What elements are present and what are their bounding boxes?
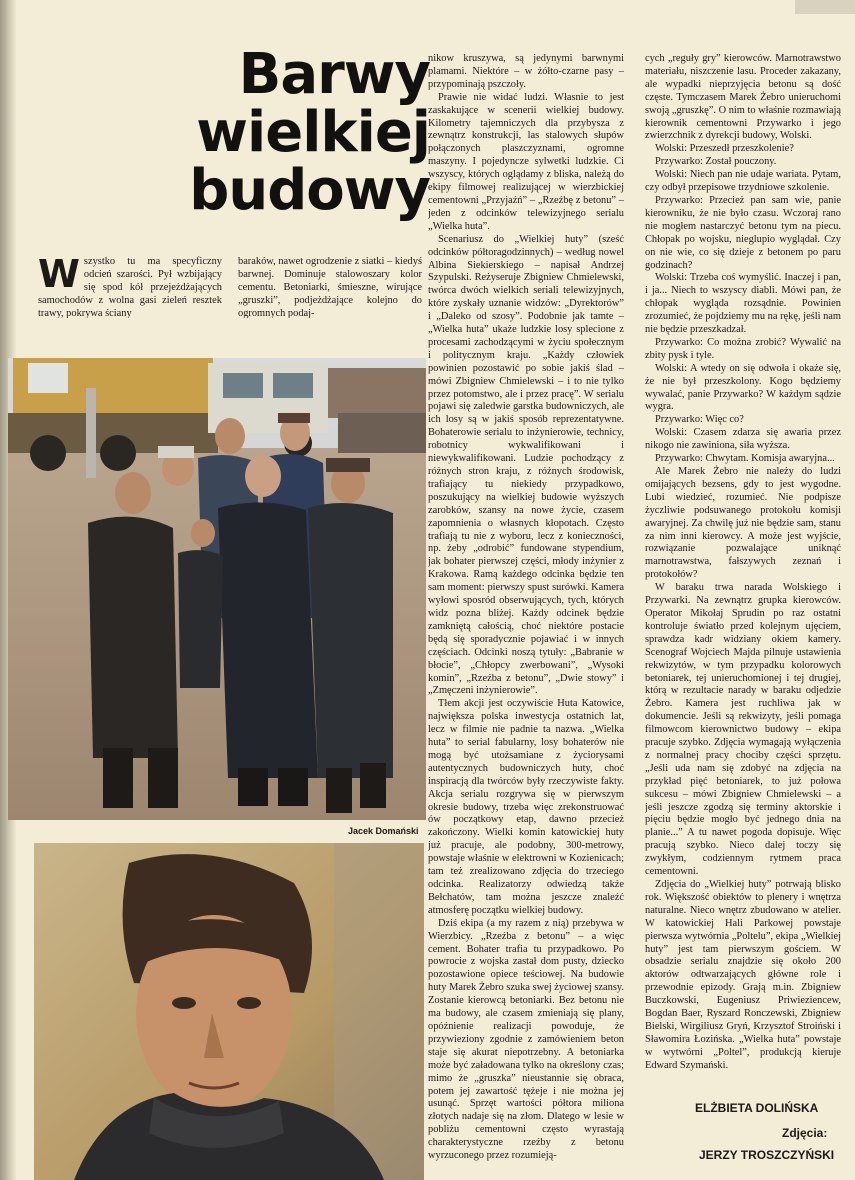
dialogue-line: Wolski: Czasem zdarza się awaria przez nikogo nie zawiniona, siła wyższa. — [645, 427, 841, 452]
paragraph: Ale Marek Żebro nie należy do ludzi omijających bezsens, gdy to jest wygodne. Lubi wiedzieć, rozumieć. Nie podpisze życzliwie podsuwanego protokołu komisji awaryjnej. Za chwilę już nie będzie sam, stanu za nim inni kierowcy. A może jest wyjście, rozwiązanie pozwalające uniknąć marnotrawstwa, fałszywych zeznań i protokołów? — [645, 466, 841, 581]
photographer-name: JERZY TROSZCZYŃSKI — [699, 1148, 835, 1162]
photo-credit: Jacek Domański — [348, 826, 419, 836]
title-line-1: Barwy — [238, 42, 430, 107]
paragraph: Prawie nie widać ludzi. Własnie to jest zaskakujące w scenerii wielkiej budowy. Kilometry tajemniczych dla przybysza z zewnątrz konstrukcji, las stalowych słupów połączonych plaszczyznami, ogromne maszyny. I pojedyncze sylwetki ludzkie. Ci wszyscy, których oglądamy z bliska, należą do ekipy filmowej realizującej w wierzbickiej cementowni „Przyjaźń” – „Rzeźbę z betonu” – jeden z odcinków telewizyjnego serialu „Wielka huta”. — [428, 91, 624, 232]
dialogue-line: Przywarko: Co można zrobić? Wywalić na zbity pysk i tyle. — [645, 336, 841, 361]
portrait-photo — [34, 843, 424, 1180]
dialogue-line: Wolski: Niech pan nie udaje wariata. Pytam, czy odbył przepisowe trzydniowe szkolenie. — [645, 169, 841, 194]
text-column-4 — [645, 53, 841, 1083]
group-photo-illustration — [8, 358, 426, 820]
paragraph: Scenariusz do „Wielkiej huty” (sześć odcinków półtoragodzinnych) – według nowel Albina Siekierskiego – napisał Andrzej Szypulski. Reżyseruje Zbigniew Chmielewski, twórca dwóch wielkich seriali telewizyjnych, które zyskały uznanie widzów: „Dyrektorów” i „Daleko od szosy”. Podobnie jak tamte – „Wielka huta” ukaże ludzkie losy splecione z procesami zachodzącymi w życiu społecznym i politycznym kraju. „Każdy człowiek powinien pozostawić po sobie jakiś ślad – mówi Zbigniew Chmielewski – i to nie tylko przez potomstwo, ale i przez pracę”. W serialu pojawi się zaledwie garstka budowniczych, ale ich losy są w jakiś sposób reprezentatywne. Bohaterowie serialu to inżynierowie, technicy, robotnicy wykwalifikowani i niewykwalifikowani. Ludzie pochodzący z różnych stron kraju, z różnych środowisk, trafiający tu niekiedy przypadkowo, poszukujący na wielkiej budowie wyższych zarobków, szansy na nowe życie, czasem zapomnienia o własnych kłopotach. Często trafiają tu nie z wyboru, lecz z konieczności, np. żeby „odrobić” fundowane stypendium, jak bohater pierwszej części, młody inżynier z Krakowa. Ramą każdego odcinka będzie ten sam moment: pierwszy spust surówki. Kamera wyłowi sposród obserwujących, tych, których widz pozna bliżej. Każdy odcinek będzie zamkniętą całością, choć niektóre postacie będą się sporadycznie pojawiać i w innych częściach. Odcinki noszą tytuły: „Babranie w błocie”, „Chłopcy zwerbowani”, „Wysoki komin”, „Rzeźba z betonu”, „Dwie stowy” i „Zmęczeni inżynierowie”. — [428, 233, 624, 697]
intro-text-2: baraków, nawet ogrodzenie z siatki – kiedyś barwnej. Dominuje stalowoszary kolor cementu. Betoniarki, śmieszne, wirujące „gruszki”, podjeżdżające kolejno do ogromnych podaj- — [238, 256, 422, 318]
author-name: ELŻBIETA DOLIŃSKA — [695, 1101, 819, 1115]
photos-label: Zdjęcia: — [782, 1126, 828, 1140]
article-title — [120, 42, 430, 223]
paragraph: Dziś ekipa (a my razem z nią) przebywa w Wierzbicy. „Rzeźba z betonu” – a więc cement. Bohater trafia tu przypadkowo. Po powrocie z wojska zastał dom pusty, dziecko pozostawione opiece teściowej. Na budowie huty Marek Żebro szuka swej życiowej szansy. Zostanie kierowcą betoniarki. Bez betonu nie ma budowy, ale czasem zmieniają się plany, opóźnienie realizacji powoduje, że przywieziony zgodnie z zamówieniem beton staje się akurat niepotrzebny. A betoniarka może być załadowana tylko na określony czas; mimo że „gruszka” nieustannie się obraca, potem jej zawartość tężeje i nie można jej usunąć. Sprzęt wartości półtora miliona złotych nadaje się na złom. Dlatego w lesie w pobliżu cementowni często wyrastają charakterystyczne rzeźby z betonu wyrzuconego przez rozumieją- — [428, 917, 624, 1162]
intro-text-1: szystko tu ma specyficzny odcień szarości. Pył wzbijający się spod kół przejeżdżających samochodów z wolna gasi zieleń resztek trawy, pokrywa ściany — [38, 256, 222, 318]
dialogue-line: Przywarko: Przecież pan sam wie, panie kierowniku, że nie było czasu. Wczoraj rano nie mogłem nastarczyć betonu tym na piecu. Chłopak po wojsku, nieglupio wyglądał. Czy on nie wie, co się dzieje z betonem po paru godzinach? — [645, 194, 841, 271]
dialogue-line: Wolski: Trzeba coś wymyślić. Inaczej i pan, i ja... Niech to wszyscy diabli. Mówi pan, że chłopak wygląda rozsądnie. Powinien zrozumieć, że pojdziemy mu na rękę, jeśli nam nie będzie przeszkadzał. — [645, 272, 841, 336]
dialogue-line: Przywarko: Więc co? — [655, 414, 744, 426]
dialogue-line: Przywarko: Został pouczony. — [655, 156, 777, 168]
dialogue-line: Wolski: A wtedy on się odwoła i okaże się, że nie był przeszkolony. Kogo będziemy wywalać, panie Przywarko? W każdym sądzie wygra. — [645, 362, 841, 413]
title-line-2: wielkiej — [196, 100, 430, 165]
title-line-3: budowy — [189, 158, 430, 223]
group-photo — [8, 358, 426, 820]
dialogue-line: Przywarko: Chwytam. Komisja awaryjna... — [655, 453, 835, 465]
paragraph: Zdjęcia do „Wielkiej huty” potrwają blisko rok. Większość obiektów to plenery i wnętrza naturalne. Nieco wnętrz zbudowano w atelier. W katowickiej Hali Parkowej powstaje pierwsza wytwórnia „Poltelu”, ekipa „Wielkiej huty” jest tam pierwszym gościem. W obsadzie serialu znajdzie się około 200 aktorów odtwarzających główne role i przewodnie epizody. Grają m.in. Zbigniew Buczkowski, Eugeniusz Priwieziencew, Bogdan Baer, Ryszard Ronczewski, Zbigniew Bielski, Wirgiliusz Gryń, Krzysztof Stroiński i Sławomira Łozińska. „Wielka huta” powstaje w wytwórni „Poltel”, produkcją kieruje Edward Szymański. — [645, 879, 841, 1071]
paragraph: Tłem akcji jest oczywiście Huta Katowice, największa polska inwestycja ostatnich lat, lecz w filmie nie padnie ta nazwa. „Wielka huta” to serial fabularny, losy bohaterów nie mogą być utożsamiane z życiorysami autentycznych budowniczych huty, choć inspiracją dla twórców były rzeczywiste fakty. Akcja serialu rozgrywa się w pierwszym okresie budowy, trzeba więc zrekonstruować ów początkowy etap, dawno przecież zakończony. Wielki komin katowickiej huty już pracuje, ale podobny, 300-metrowy, powstaje właśnie w elektrowni w Kozienicach; tam też zrealizowano zdjęcia do trzeciego odcinka. Realizatorzy odwiedzą także Bełchatów, tam można jeszcze znaleźć atmosferę początku wielkiej budowy. — [428, 698, 624, 916]
intro-column-2 — [238, 256, 422, 318]
paragraph: W baraku trwa narada Wolskiego i Przywarki. Na zewnątrz grupka kierowców. Operator Mikołaj Sprudin po raz ostatni kontroluje światło przed kolejnym ujęciem, sprawdza kadr widziany okiem kamery. Scenograf Wojciech Majda pilnuje ustawienia rekwizytów, w tym przypadku kolorowych betoniarek, tej unieruchomionej i tej drugiej, którą w rezultacie narady w baraku odjedzie Żebro. Kamera jest ruchliwa jak w dokumencie. Jeśli są rekwizyty, jeśli pomaga filmowcom kierownictwo budowy – ekipa pracuje szybko. Zdjęcia wymagają wyłączenia z normalnej pracy chociby części sprzętu. „Jeśli uda nam się zdobyć na zdjęcia na przykład pięć betoniarek, to już połowa sukcesu – mówi Zbigniew Chmielewski – a jeśli jeszcze zgodzą się terminy aktorskie i pięciu będzie mogło być jednego dnia na planie...” A tu nawet pogoda dopisuje. Więc pracują szybko. Nieco dalej toczy się zwykłym, codziennym rytmem praca cementowni. — [645, 582, 841, 878]
dialogue-line: Wolski: Przeszedł przeszkolenie? — [655, 143, 794, 155]
drop-cap: W — [38, 256, 80, 296]
text-column-3 — [428, 53, 624, 1179]
paragraph: nikow kruszywa, są jedynymi barwnymi plamami. Niektóre – w żółto-czarne pasy – przypominają pszczoły. — [428, 53, 624, 90]
paragraph: cych „reguły gry” kierowców. Marnotrawstwo materiału, niszczenie lasu. Proceder zakazany, ale wypadki nieprzyjęcia betonu są dość częste. Tymczasem Marek Żebro unieruchomi swoją „gruszkę”. O nim to właśnie rozmawiają kierownik cementowni Przywarko i jego zwierzchnik z dyrekcji budowy, Wolski. — [645, 53, 841, 142]
portrait-photo-illustration — [34, 843, 424, 1180]
adjacent-page-edge — [795, 0, 855, 14]
intro-column-1 — [38, 256, 222, 318]
